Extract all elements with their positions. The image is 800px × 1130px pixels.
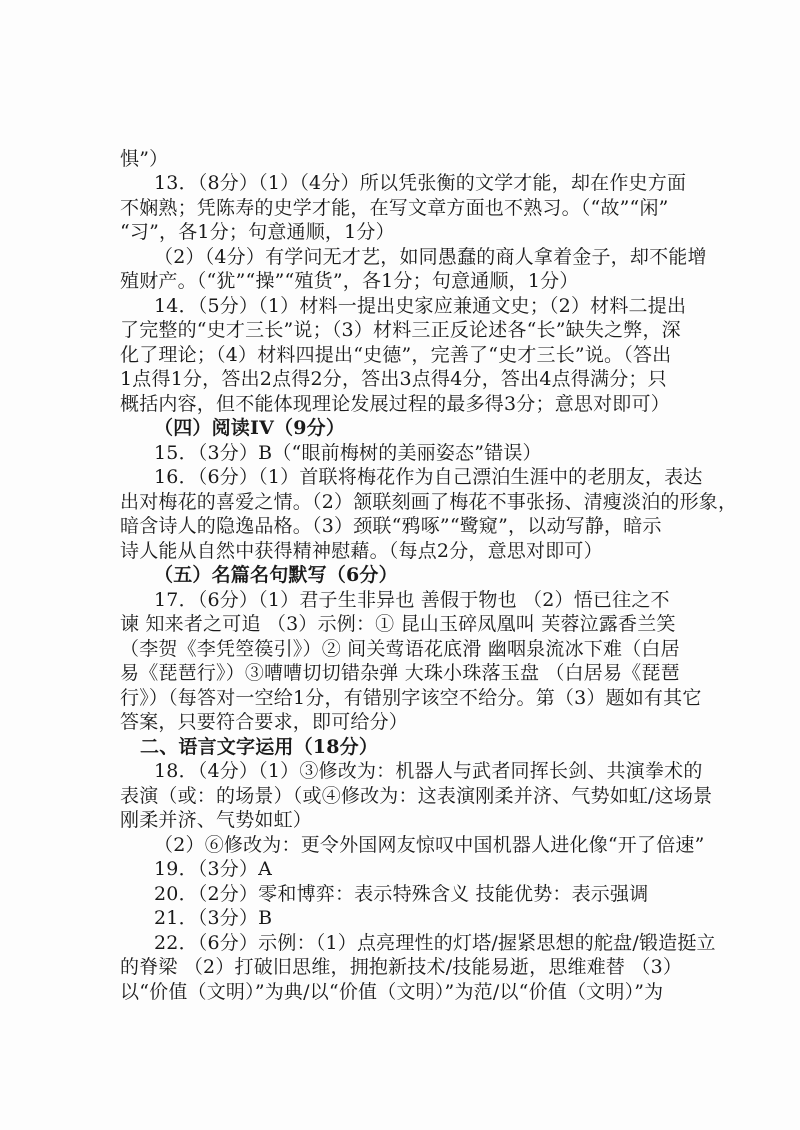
text-line: 诗人能从自然中获得精神慰藉。（每点2分，意思对即可） [120, 540, 603, 562]
text-line: 19．（3分）A [154, 858, 273, 880]
section-heading: 二、语言文字运用（18分） [140, 736, 379, 758]
text-line: 概括内容，但不能体现理论发展过程的最多得3分；意思对即可） [120, 393, 670, 415]
section-heading: （四）阅读IV（9分） [154, 417, 346, 439]
text-line: （李贺《李凭箜篌引》）② 间关莺语花底滑 幽咽泉流冰下难（白居 [120, 638, 680, 660]
text-line: （2）（4分）有学问无才艺，如同愚蠢的商人拿着金子，却不能增 [154, 246, 707, 268]
text-line: 1点得1分，答出2点得2分，答出3点得4分，答出4点得满分；只 [120, 368, 667, 390]
text-line: 14．（5分）（1）材料一提出史家应兼通文史；（2）材料二提出 [154, 295, 687, 317]
text-line: 不娴熟；凭陈寿的史学才能，在写文章方面也不熟习。（“故”“闲” [120, 197, 669, 219]
text-line: 了完整的“史才三长”说；（3）材料三正反论述各“长”缺失之弊，深 [120, 319, 681, 341]
text-line: 以“价值（文明）”为典/以“价值（文明）”为范/以“价值（文明）”为 [120, 981, 664, 1003]
text-line: 行》）（每答对一空给1分，有错别字该空不给分。第（3）题如有其它 [120, 687, 702, 709]
text-line: 16．（6分）（1）首联将梅花作为自己漂泊生涯中的老朋友，表达 [154, 466, 703, 488]
text-line: 殖财产。（“犹”“操”“殖货”，各1分；句意通顺，1分） [120, 270, 579, 292]
text-line: 惧”） [120, 148, 169, 170]
text-line: 化了理论；（4）材料四提出“史德”，完善了“史才三长”说。（答出 [120, 344, 672, 366]
text-line: 15．（3分）B（“眼前梅树的美丽姿态”错误） [154, 442, 542, 464]
text-line: 13．（8分）（1）（4分）所以凭张衡的文学才能，却在作史方面 [154, 172, 687, 194]
text-line: 18．（4分）（1）③修改为：机器人与武者同挥长剑、共演拳术的 [154, 760, 703, 782]
text-line: 表演（或：的场景）（或④修改为：这表演刚柔并济、气势如虹/这场景 [120, 785, 713, 807]
text-line: 谏 知来者之可追 （3）示例：① 昆山玉碎凤凰叫 芙蓉泣露香兰笑 [120, 613, 676, 635]
text-line: 20．（2分）零和博弈：表示特殊含义 技能优势：表示强调 [154, 883, 649, 905]
text-line: 17．（6分）（1）君子生非异也 善假于物也 （2）悟已往之不 [154, 589, 670, 611]
text-line: 21．（3分）B [154, 907, 273, 929]
text-line: 答案，只要符合要求，即可给分） [120, 711, 409, 733]
text-line: 暗含诗人的隐逸品格。（3）颈联“鸦啄”“鹭窥”，以动写静，暗示 [120, 515, 662, 537]
text-line: （2）⑥修改为：更令外国网友惊叹中国机器人进化像“开了倍速” [154, 834, 705, 856]
text-line: 22．（6分）示例：（1）点亮理性的灯塔/握紧思想的舵盘/锻造挺立 [154, 932, 716, 954]
text-line: 出对梅花的喜爱之情。（2）颔联刻画了梅花不事张扬、清瘦淡泊的形象， [120, 491, 738, 513]
section-heading: （五）名篇名句默写（6分） [154, 564, 398, 586]
text-line: 刚柔并济、气势如虹） [120, 809, 313, 831]
text-line: 的脊梁 （2）打破旧思维，拥抱新技术/技能易逝，思维难替 （3） [120, 956, 683, 978]
text-line: “习”，各1分；句意通顺，1分） [120, 221, 395, 243]
text-line: 易《琵琶行》）③嘈嘈切切错杂弹 大珠小珠落玉盘 （白居易《琵琶 [120, 662, 680, 684]
